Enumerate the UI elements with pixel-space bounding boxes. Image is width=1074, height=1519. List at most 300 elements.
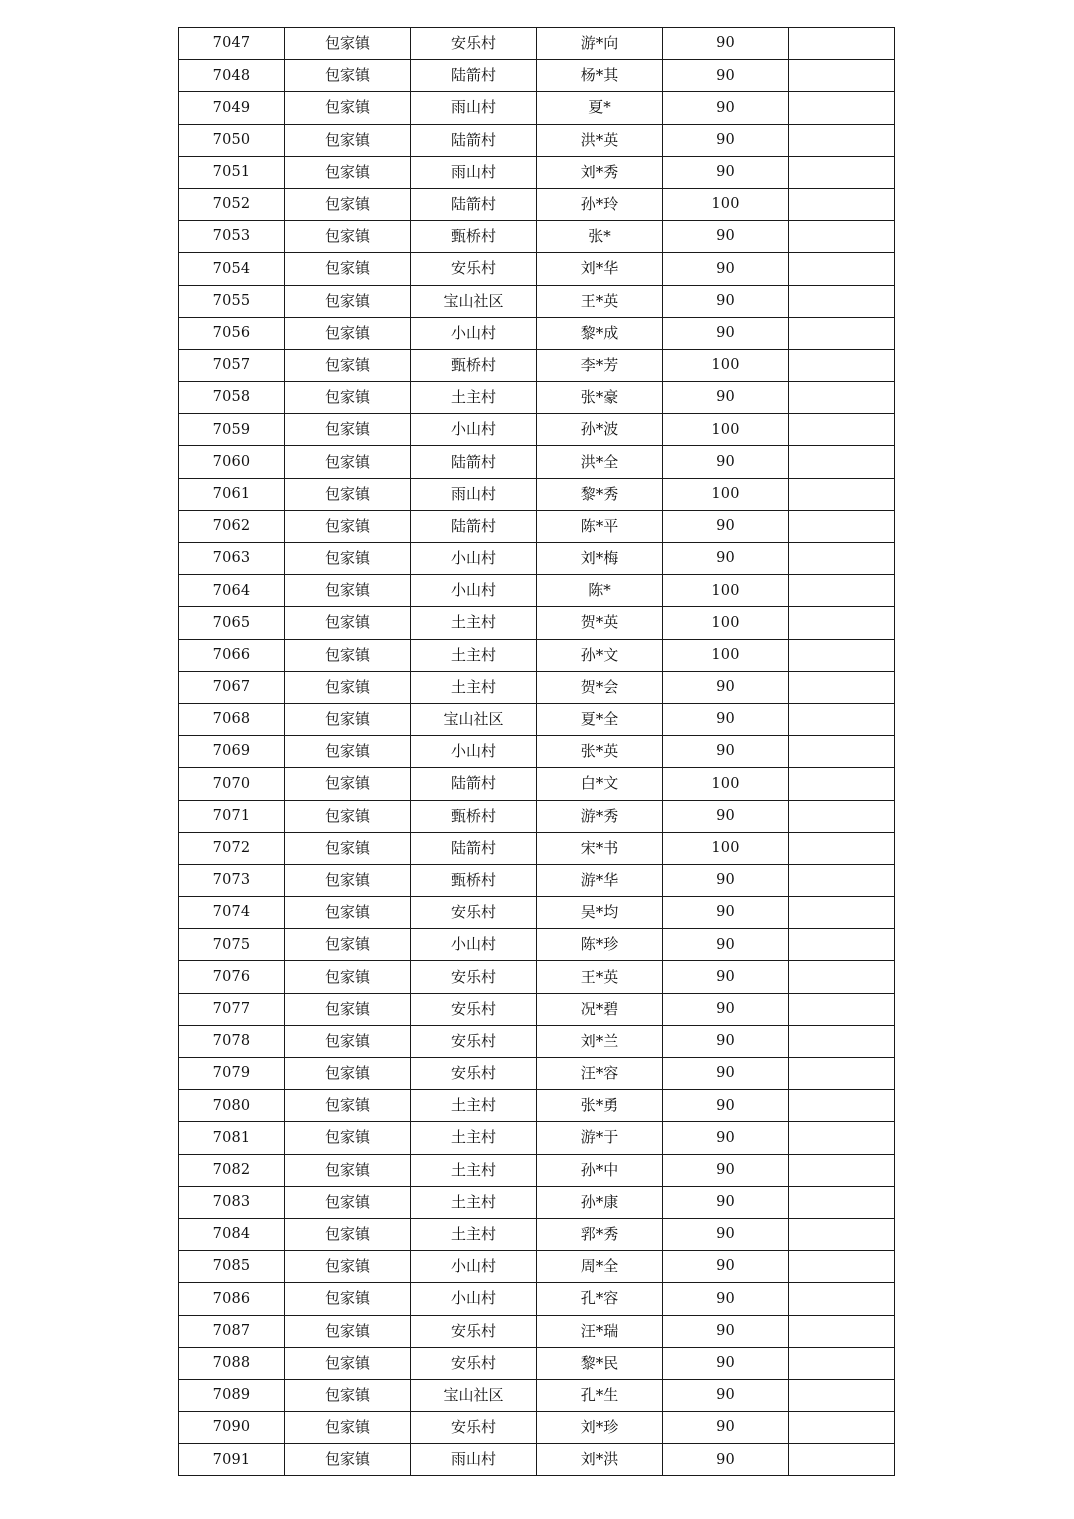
amount-cell: 100 (663, 575, 789, 607)
name-cell: 洪*英 (537, 124, 663, 156)
name-cell: 陈*平 (537, 510, 663, 542)
serial-number-cell: 7059 (179, 414, 285, 446)
remark-cell (789, 317, 895, 349)
town-cell: 包家镇 (285, 703, 411, 735)
amount-cell: 90 (663, 1412, 789, 1444)
serial-number-cell: 7061 (179, 478, 285, 510)
village-cell: 土主村 (411, 1186, 537, 1218)
remark-cell (789, 188, 895, 220)
village-cell: 小山村 (411, 575, 537, 607)
name-cell: 王*英 (537, 961, 663, 993)
table-row (179, 1315, 895, 1347)
amount-cell: 90 (663, 543, 789, 575)
amount-cell: 90 (663, 1025, 789, 1057)
town-cell: 包家镇 (285, 607, 411, 639)
amount-cell: 90 (663, 446, 789, 478)
serial-number-cell: 7052 (179, 188, 285, 220)
town-cell: 包家镇 (285, 864, 411, 896)
table-row (179, 253, 895, 285)
amount-cell: 100 (663, 768, 789, 800)
remark-cell (789, 897, 895, 929)
village-cell: 雨山村 (411, 156, 537, 188)
town-cell: 包家镇 (285, 156, 411, 188)
remark-cell (789, 1025, 895, 1057)
village-cell: 甄桥村 (411, 349, 537, 381)
amount-cell: 90 (663, 317, 789, 349)
table-row (179, 124, 895, 156)
table-row (179, 1444, 895, 1476)
remark-cell (789, 478, 895, 510)
name-cell: 黎*成 (537, 317, 663, 349)
table-row (179, 1122, 895, 1154)
serial-number-cell: 7066 (179, 639, 285, 671)
village-cell: 土主村 (411, 671, 537, 703)
table-row (179, 575, 895, 607)
remark-cell (789, 1122, 895, 1154)
remark-cell (789, 60, 895, 92)
table-row (179, 349, 895, 381)
name-cell: 孙*文 (537, 639, 663, 671)
amount-cell: 90 (663, 1315, 789, 1347)
remark-cell (789, 1090, 895, 1122)
village-cell: 陆箭村 (411, 124, 537, 156)
village-cell: 陆箭村 (411, 446, 537, 478)
amount-cell: 90 (663, 1283, 789, 1315)
remark-cell (789, 1186, 895, 1218)
town-cell: 包家镇 (285, 1347, 411, 1379)
name-cell: 况*碧 (537, 993, 663, 1025)
town-cell: 包家镇 (285, 349, 411, 381)
name-cell: 夏* (537, 92, 663, 124)
amount-cell: 90 (663, 1347, 789, 1379)
name-cell: 张*豪 (537, 382, 663, 414)
table-row (179, 1379, 895, 1411)
village-cell: 小山村 (411, 929, 537, 961)
remark-cell (789, 961, 895, 993)
town-cell: 包家镇 (285, 1058, 411, 1090)
name-cell: 周*全 (537, 1251, 663, 1283)
amount-cell: 90 (663, 800, 789, 832)
name-cell: 洪*全 (537, 446, 663, 478)
record-table-body (179, 28, 895, 1476)
serial-number-cell: 7076 (179, 961, 285, 993)
name-cell: 刘*兰 (537, 1025, 663, 1057)
amount-cell: 90 (663, 993, 789, 1025)
village-cell: 甄桥村 (411, 221, 537, 253)
village-cell: 小山村 (411, 317, 537, 349)
remark-cell (789, 124, 895, 156)
town-cell: 包家镇 (285, 897, 411, 929)
town-cell: 包家镇 (285, 1090, 411, 1122)
serial-number-cell: 7064 (179, 575, 285, 607)
town-cell: 包家镇 (285, 575, 411, 607)
amount-cell: 90 (663, 929, 789, 961)
remark-cell (789, 768, 895, 800)
remark-cell (789, 993, 895, 1025)
amount-cell: 100 (663, 639, 789, 671)
name-cell: 刘*秀 (537, 156, 663, 188)
town-cell: 包家镇 (285, 671, 411, 703)
village-cell: 安乐村 (411, 1412, 537, 1444)
village-cell: 甄桥村 (411, 800, 537, 832)
table-row (179, 92, 895, 124)
remark-cell (789, 575, 895, 607)
town-cell: 包家镇 (285, 1283, 411, 1315)
village-cell: 小山村 (411, 414, 537, 446)
amount-cell: 100 (663, 188, 789, 220)
remark-cell (789, 1058, 895, 1090)
name-cell: 白*文 (537, 768, 663, 800)
remark-cell (789, 253, 895, 285)
remark-cell (789, 1315, 895, 1347)
name-cell: 陈* (537, 575, 663, 607)
serial-number-cell: 7048 (179, 60, 285, 92)
amount-cell: 90 (663, 1154, 789, 1186)
name-cell: 汪*容 (537, 1058, 663, 1090)
serial-number-cell: 7077 (179, 993, 285, 1025)
table-row (179, 156, 895, 188)
village-cell: 安乐村 (411, 1025, 537, 1057)
amount-cell: 90 (663, 1122, 789, 1154)
serial-number-cell: 7080 (179, 1090, 285, 1122)
amount-cell: 90 (663, 156, 789, 188)
remark-cell (789, 285, 895, 317)
serial-number-cell: 7086 (179, 1283, 285, 1315)
serial-number-cell: 7073 (179, 864, 285, 896)
town-cell: 包家镇 (285, 639, 411, 671)
serial-number-cell: 7058 (179, 382, 285, 414)
serial-number-cell: 7063 (179, 543, 285, 575)
town-cell: 包家镇 (285, 317, 411, 349)
village-cell: 土主村 (411, 382, 537, 414)
serial-number-cell: 7054 (179, 253, 285, 285)
name-cell: 游*于 (537, 1122, 663, 1154)
name-cell: 杨*其 (537, 60, 663, 92)
table-row (179, 1283, 895, 1315)
village-cell: 甄桥村 (411, 864, 537, 896)
town-cell: 包家镇 (285, 414, 411, 446)
village-cell: 宝山社区 (411, 1379, 537, 1411)
village-cell: 安乐村 (411, 993, 537, 1025)
table-row (179, 768, 895, 800)
table-row (179, 703, 895, 735)
village-cell: 雨山村 (411, 478, 537, 510)
table-row (179, 478, 895, 510)
remark-cell (789, 382, 895, 414)
remark-cell (789, 639, 895, 671)
table-row (179, 864, 895, 896)
town-cell: 包家镇 (285, 929, 411, 961)
name-cell: 张*勇 (537, 1090, 663, 1122)
remark-cell (789, 1251, 895, 1283)
serial-number-cell: 7047 (179, 28, 285, 60)
town-cell: 包家镇 (285, 1025, 411, 1057)
table-row (179, 1251, 895, 1283)
village-cell: 土主村 (411, 1122, 537, 1154)
table-row (179, 285, 895, 317)
serial-number-cell: 7065 (179, 607, 285, 639)
serial-number-cell: 7089 (179, 1379, 285, 1411)
amount-cell: 90 (663, 221, 789, 253)
amount-cell: 90 (663, 92, 789, 124)
amount-cell: 90 (663, 1058, 789, 1090)
amount-cell: 90 (663, 1090, 789, 1122)
table-row (179, 961, 895, 993)
amount-cell: 100 (663, 607, 789, 639)
table-row (179, 993, 895, 1025)
remark-cell (789, 349, 895, 381)
amount-cell: 100 (663, 832, 789, 864)
town-cell: 包家镇 (285, 1186, 411, 1218)
name-cell: 张* (537, 221, 663, 253)
amount-cell: 90 (663, 736, 789, 768)
table-row (179, 510, 895, 542)
remark-cell (789, 671, 895, 703)
serial-number-cell: 7074 (179, 897, 285, 929)
table-row (179, 1058, 895, 1090)
village-cell: 小山村 (411, 1283, 537, 1315)
serial-number-cell: 7088 (179, 1347, 285, 1379)
remark-cell (789, 864, 895, 896)
serial-number-cell: 7049 (179, 92, 285, 124)
name-cell: 张*英 (537, 736, 663, 768)
serial-number-cell: 7056 (179, 317, 285, 349)
serial-number-cell: 7084 (179, 1218, 285, 1250)
town-cell: 包家镇 (285, 510, 411, 542)
name-cell: 吴*均 (537, 897, 663, 929)
amount-cell: 90 (663, 28, 789, 60)
remark-cell (789, 1379, 895, 1411)
remark-cell (789, 1283, 895, 1315)
amount-cell: 90 (663, 124, 789, 156)
remark-cell (789, 607, 895, 639)
table-row (179, 1186, 895, 1218)
remark-cell (789, 510, 895, 542)
amount-cell: 90 (663, 671, 789, 703)
remark-cell (789, 703, 895, 735)
table-row (179, 446, 895, 478)
serial-number-cell: 7069 (179, 736, 285, 768)
town-cell: 包家镇 (285, 1122, 411, 1154)
amount-cell: 100 (663, 349, 789, 381)
table-row (179, 28, 895, 60)
remark-cell (789, 1154, 895, 1186)
name-cell: 孔*容 (537, 1283, 663, 1315)
name-cell: 王*英 (537, 285, 663, 317)
serial-number-cell: 7075 (179, 929, 285, 961)
name-cell: 刘*珍 (537, 1412, 663, 1444)
table-row (179, 639, 895, 671)
remark-cell (789, 446, 895, 478)
serial-number-cell: 7051 (179, 156, 285, 188)
serial-number-cell: 7070 (179, 768, 285, 800)
amount-cell: 90 (663, 1218, 789, 1250)
village-cell: 陆箭村 (411, 768, 537, 800)
amount-cell: 90 (663, 1379, 789, 1411)
name-cell: 宋*书 (537, 832, 663, 864)
serial-number-cell: 7060 (179, 446, 285, 478)
amount-cell: 100 (663, 414, 789, 446)
town-cell: 包家镇 (285, 124, 411, 156)
remark-cell (789, 1218, 895, 1250)
amount-cell: 90 (663, 1251, 789, 1283)
remark-cell (789, 543, 895, 575)
name-cell: 游*华 (537, 864, 663, 896)
amount-cell: 90 (663, 961, 789, 993)
village-cell: 安乐村 (411, 897, 537, 929)
town-cell: 包家镇 (285, 543, 411, 575)
town-cell: 包家镇 (285, 736, 411, 768)
name-cell: 孙*波 (537, 414, 663, 446)
serial-number-cell: 7053 (179, 221, 285, 253)
village-cell: 土主村 (411, 1090, 537, 1122)
remark-cell (789, 929, 895, 961)
name-cell: 孙*康 (537, 1186, 663, 1218)
name-cell: 陈*珍 (537, 929, 663, 961)
town-cell: 包家镇 (285, 1154, 411, 1186)
name-cell: 刘*洪 (537, 1444, 663, 1476)
serial-number-cell: 7062 (179, 510, 285, 542)
name-cell: 游*秀 (537, 800, 663, 832)
remark-cell (789, 92, 895, 124)
village-cell: 安乐村 (411, 1315, 537, 1347)
village-cell: 陆箭村 (411, 188, 537, 220)
amount-cell: 90 (663, 382, 789, 414)
serial-number-cell: 7050 (179, 124, 285, 156)
name-cell: 贺*英 (537, 607, 663, 639)
table-row (179, 897, 895, 929)
table-row (179, 543, 895, 575)
name-cell: 游*向 (537, 28, 663, 60)
name-cell: 郛*秀 (537, 1218, 663, 1250)
serial-number-cell: 7091 (179, 1444, 285, 1476)
table-row (179, 1090, 895, 1122)
name-cell: 黎*民 (537, 1347, 663, 1379)
table-row (179, 1154, 895, 1186)
name-cell: 刘*梅 (537, 543, 663, 575)
town-cell: 包家镇 (285, 253, 411, 285)
town-cell: 包家镇 (285, 832, 411, 864)
name-cell: 李*芳 (537, 349, 663, 381)
town-cell: 包家镇 (285, 60, 411, 92)
village-cell: 安乐村 (411, 28, 537, 60)
amount-cell: 90 (663, 897, 789, 929)
table-row (179, 221, 895, 253)
remark-cell (789, 1444, 895, 1476)
amount-cell: 100 (663, 478, 789, 510)
table-row (179, 800, 895, 832)
amount-cell: 90 (663, 253, 789, 285)
village-cell: 小山村 (411, 736, 537, 768)
table-row (179, 1347, 895, 1379)
table-row (179, 929, 895, 961)
town-cell: 包家镇 (285, 28, 411, 60)
serial-number-cell: 7082 (179, 1154, 285, 1186)
village-cell: 宝山社区 (411, 285, 537, 317)
amount-cell: 90 (663, 703, 789, 735)
amount-cell: 90 (663, 1444, 789, 1476)
serial-number-cell: 7078 (179, 1025, 285, 1057)
town-cell: 包家镇 (285, 478, 411, 510)
amount-cell: 90 (663, 1186, 789, 1218)
name-cell: 刘*华 (537, 253, 663, 285)
village-cell: 土主村 (411, 1218, 537, 1250)
remark-cell (789, 28, 895, 60)
serial-number-cell: 7071 (179, 800, 285, 832)
table-row (179, 317, 895, 349)
village-cell: 宝山社区 (411, 703, 537, 735)
town-cell: 包家镇 (285, 285, 411, 317)
name-cell: 贺*会 (537, 671, 663, 703)
serial-number-cell: 7083 (179, 1186, 285, 1218)
serial-number-cell: 7079 (179, 1058, 285, 1090)
remark-cell (789, 1347, 895, 1379)
village-cell: 安乐村 (411, 961, 537, 993)
table-row (179, 1218, 895, 1250)
town-cell: 包家镇 (285, 92, 411, 124)
amount-cell: 90 (663, 285, 789, 317)
name-cell: 汪*瑞 (537, 1315, 663, 1347)
table-row (179, 607, 895, 639)
village-cell: 小山村 (411, 1251, 537, 1283)
town-cell: 包家镇 (285, 188, 411, 220)
village-cell: 陆箭村 (411, 510, 537, 542)
serial-number-cell: 7067 (179, 671, 285, 703)
village-cell: 小山村 (411, 543, 537, 575)
serial-number-cell: 7090 (179, 1412, 285, 1444)
table-row (179, 1025, 895, 1057)
serial-number-cell: 7087 (179, 1315, 285, 1347)
table-row (179, 60, 895, 92)
serial-number-cell: 7085 (179, 1251, 285, 1283)
name-cell: 黎*秀 (537, 478, 663, 510)
village-cell: 土主村 (411, 607, 537, 639)
record-table (178, 27, 895, 1476)
town-cell: 包家镇 (285, 446, 411, 478)
town-cell: 包家镇 (285, 800, 411, 832)
remark-cell (789, 414, 895, 446)
serial-number-cell: 7081 (179, 1122, 285, 1154)
name-cell: 孙*中 (537, 1154, 663, 1186)
remark-cell (789, 832, 895, 864)
town-cell: 包家镇 (285, 1218, 411, 1250)
town-cell: 包家镇 (285, 1379, 411, 1411)
table-row (179, 671, 895, 703)
village-cell: 陆箭村 (411, 60, 537, 92)
serial-number-cell: 7057 (179, 349, 285, 381)
amount-cell: 90 (663, 864, 789, 896)
table-row (179, 188, 895, 220)
remark-cell (789, 1412, 895, 1444)
table-row (179, 1412, 895, 1444)
table-row (179, 736, 895, 768)
town-cell: 包家镇 (285, 1444, 411, 1476)
town-cell: 包家镇 (285, 221, 411, 253)
town-cell: 包家镇 (285, 768, 411, 800)
village-cell: 安乐村 (411, 253, 537, 285)
town-cell: 包家镇 (285, 993, 411, 1025)
remark-cell (789, 156, 895, 188)
table-row (179, 382, 895, 414)
name-cell: 孙*玲 (537, 188, 663, 220)
amount-cell: 90 (663, 510, 789, 542)
village-cell: 土主村 (411, 639, 537, 671)
remark-cell (789, 736, 895, 768)
village-cell: 安乐村 (411, 1058, 537, 1090)
town-cell: 包家镇 (285, 961, 411, 993)
town-cell: 包家镇 (285, 1315, 411, 1347)
village-cell: 雨山村 (411, 92, 537, 124)
